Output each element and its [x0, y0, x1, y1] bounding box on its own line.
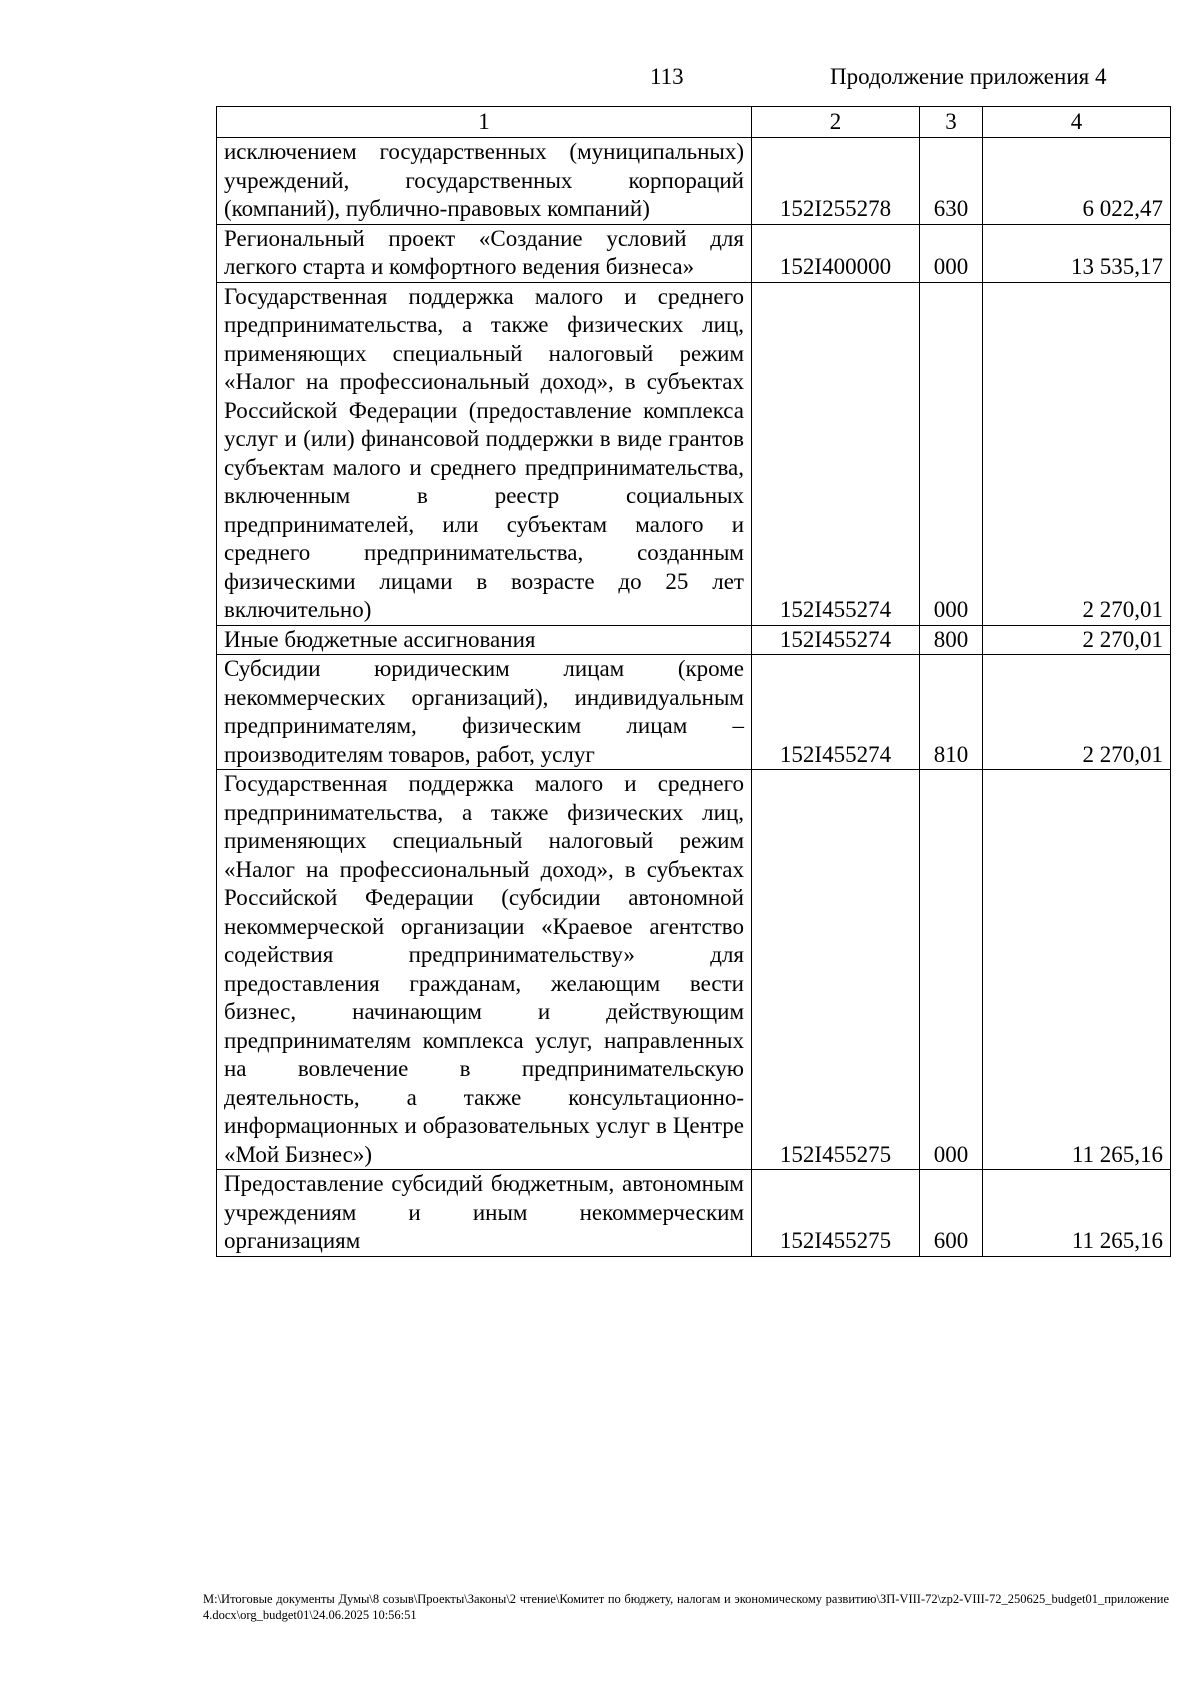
row-sum: 13 535,17: [983, 224, 1171, 282]
column-header: 2: [752, 107, 920, 138]
row-type: 800: [920, 625, 983, 655]
column-header: 4: [983, 107, 1171, 138]
table-row: [217, 625, 1171, 655]
row-code: 152I400000: [752, 224, 920, 282]
row-sum: 2 270,01: [983, 655, 1171, 770]
table-row: [217, 282, 1171, 625]
row-sum: 6 022,47: [983, 138, 1171, 225]
page-number: 113: [650, 64, 684, 89]
row-code: 152I455274: [752, 655, 920, 770]
table-header-row: [217, 107, 1171, 138]
row-type: 000: [920, 282, 983, 625]
row-name: Иные бюджетные ассигнования: [217, 625, 752, 655]
row-type: 810: [920, 655, 983, 770]
table-row: [217, 770, 1171, 1170]
row-name: Региональный проект «Создание условий для легкого старта и комфортного ведения бизнеса»: [217, 224, 752, 282]
row-name: Субсидии юридическим лицам (кроме некоммерческих организаций), индивидуальным предпринимателям, физическим лицам – производителям товаров, работ, услуг: [217, 655, 752, 770]
row-type: 000: [920, 770, 983, 1170]
row-type: 630: [920, 138, 983, 225]
row-name: Предоставление субсидий бюджетным, автономным учреждениям и иным некоммерческим организациям: [217, 1170, 752, 1257]
row-sum: 2 270,01: [983, 625, 1171, 655]
row-sum: 2 270,01: [983, 282, 1171, 625]
row-code: 152I455274: [752, 625, 920, 655]
row-code: 152I455274: [752, 282, 920, 625]
row-sum: 11 265,16: [983, 1170, 1171, 1257]
row-code: 152I455275: [752, 770, 920, 1170]
row-sum: 11 265,16: [983, 770, 1171, 1170]
budget-table: [216, 106, 1171, 1257]
row-name: Государственная поддержка малого и среднего предпринимательства, а также физических лиц, применяющих специальный налоговый режим «Налог на профессиональный доход», в субъектах Российской Федерации (предоставление комплекса услуг и (или) финансовой поддержки в виде грантов субъектам малого и среднего предпринимательства, включенным в реестр социальных предпринимателей, или субъектам малого и среднего предпринимательства, созданным физическими лицами в возрасте до 25 лет включительно): [217, 282, 752, 625]
row-code: 152I255278: [752, 138, 920, 225]
continuation-title: Продолжение приложения 4: [830, 64, 1107, 89]
table-row: [217, 655, 1171, 770]
file-path-footer: M:\Итоговые документы Думы\8 созыв\Проекты\Законы\2 чтение\Комитет по бюджету, налогам и экономическому развитию\ЗП-VIII-72\zp2-VIII-72_250625_budget01_приложение4.docx\org_budget01\24.06.2025 10:56:51: [203, 1592, 1169, 1622]
column-header: 1: [217, 107, 752, 138]
column-header: 3: [920, 107, 983, 138]
row-name: исключением государственных (муниципальных) учреждений, государственных корпораций (компаний), публично-правовых компаний): [217, 138, 752, 225]
row-code: 152I455275: [752, 1170, 920, 1257]
row-name: Государственная поддержка малого и среднего предпринимательства, а также физических лиц, применяющих специальный налоговый режим «Налог на профессиональный доход», в субъектах Российской Федерации (субсидии автономной некоммерческой организации «Краевое агентство содействия предпринимательству» для предоставления гражданам, желающим вести бизнес, начинающим и действующим предпринимателям комплекса услуг, направленных на вовлечение в предпринимательскую деятельность, а также консультационно-информационных и образовательных услуг в Центре «Мой Бизнес»): [217, 770, 752, 1170]
row-type: 600: [920, 1170, 983, 1257]
table-row: [217, 138, 1171, 225]
table-row: [217, 1170, 1171, 1257]
table-row: [217, 224, 1171, 282]
row-type: 000: [920, 224, 983, 282]
